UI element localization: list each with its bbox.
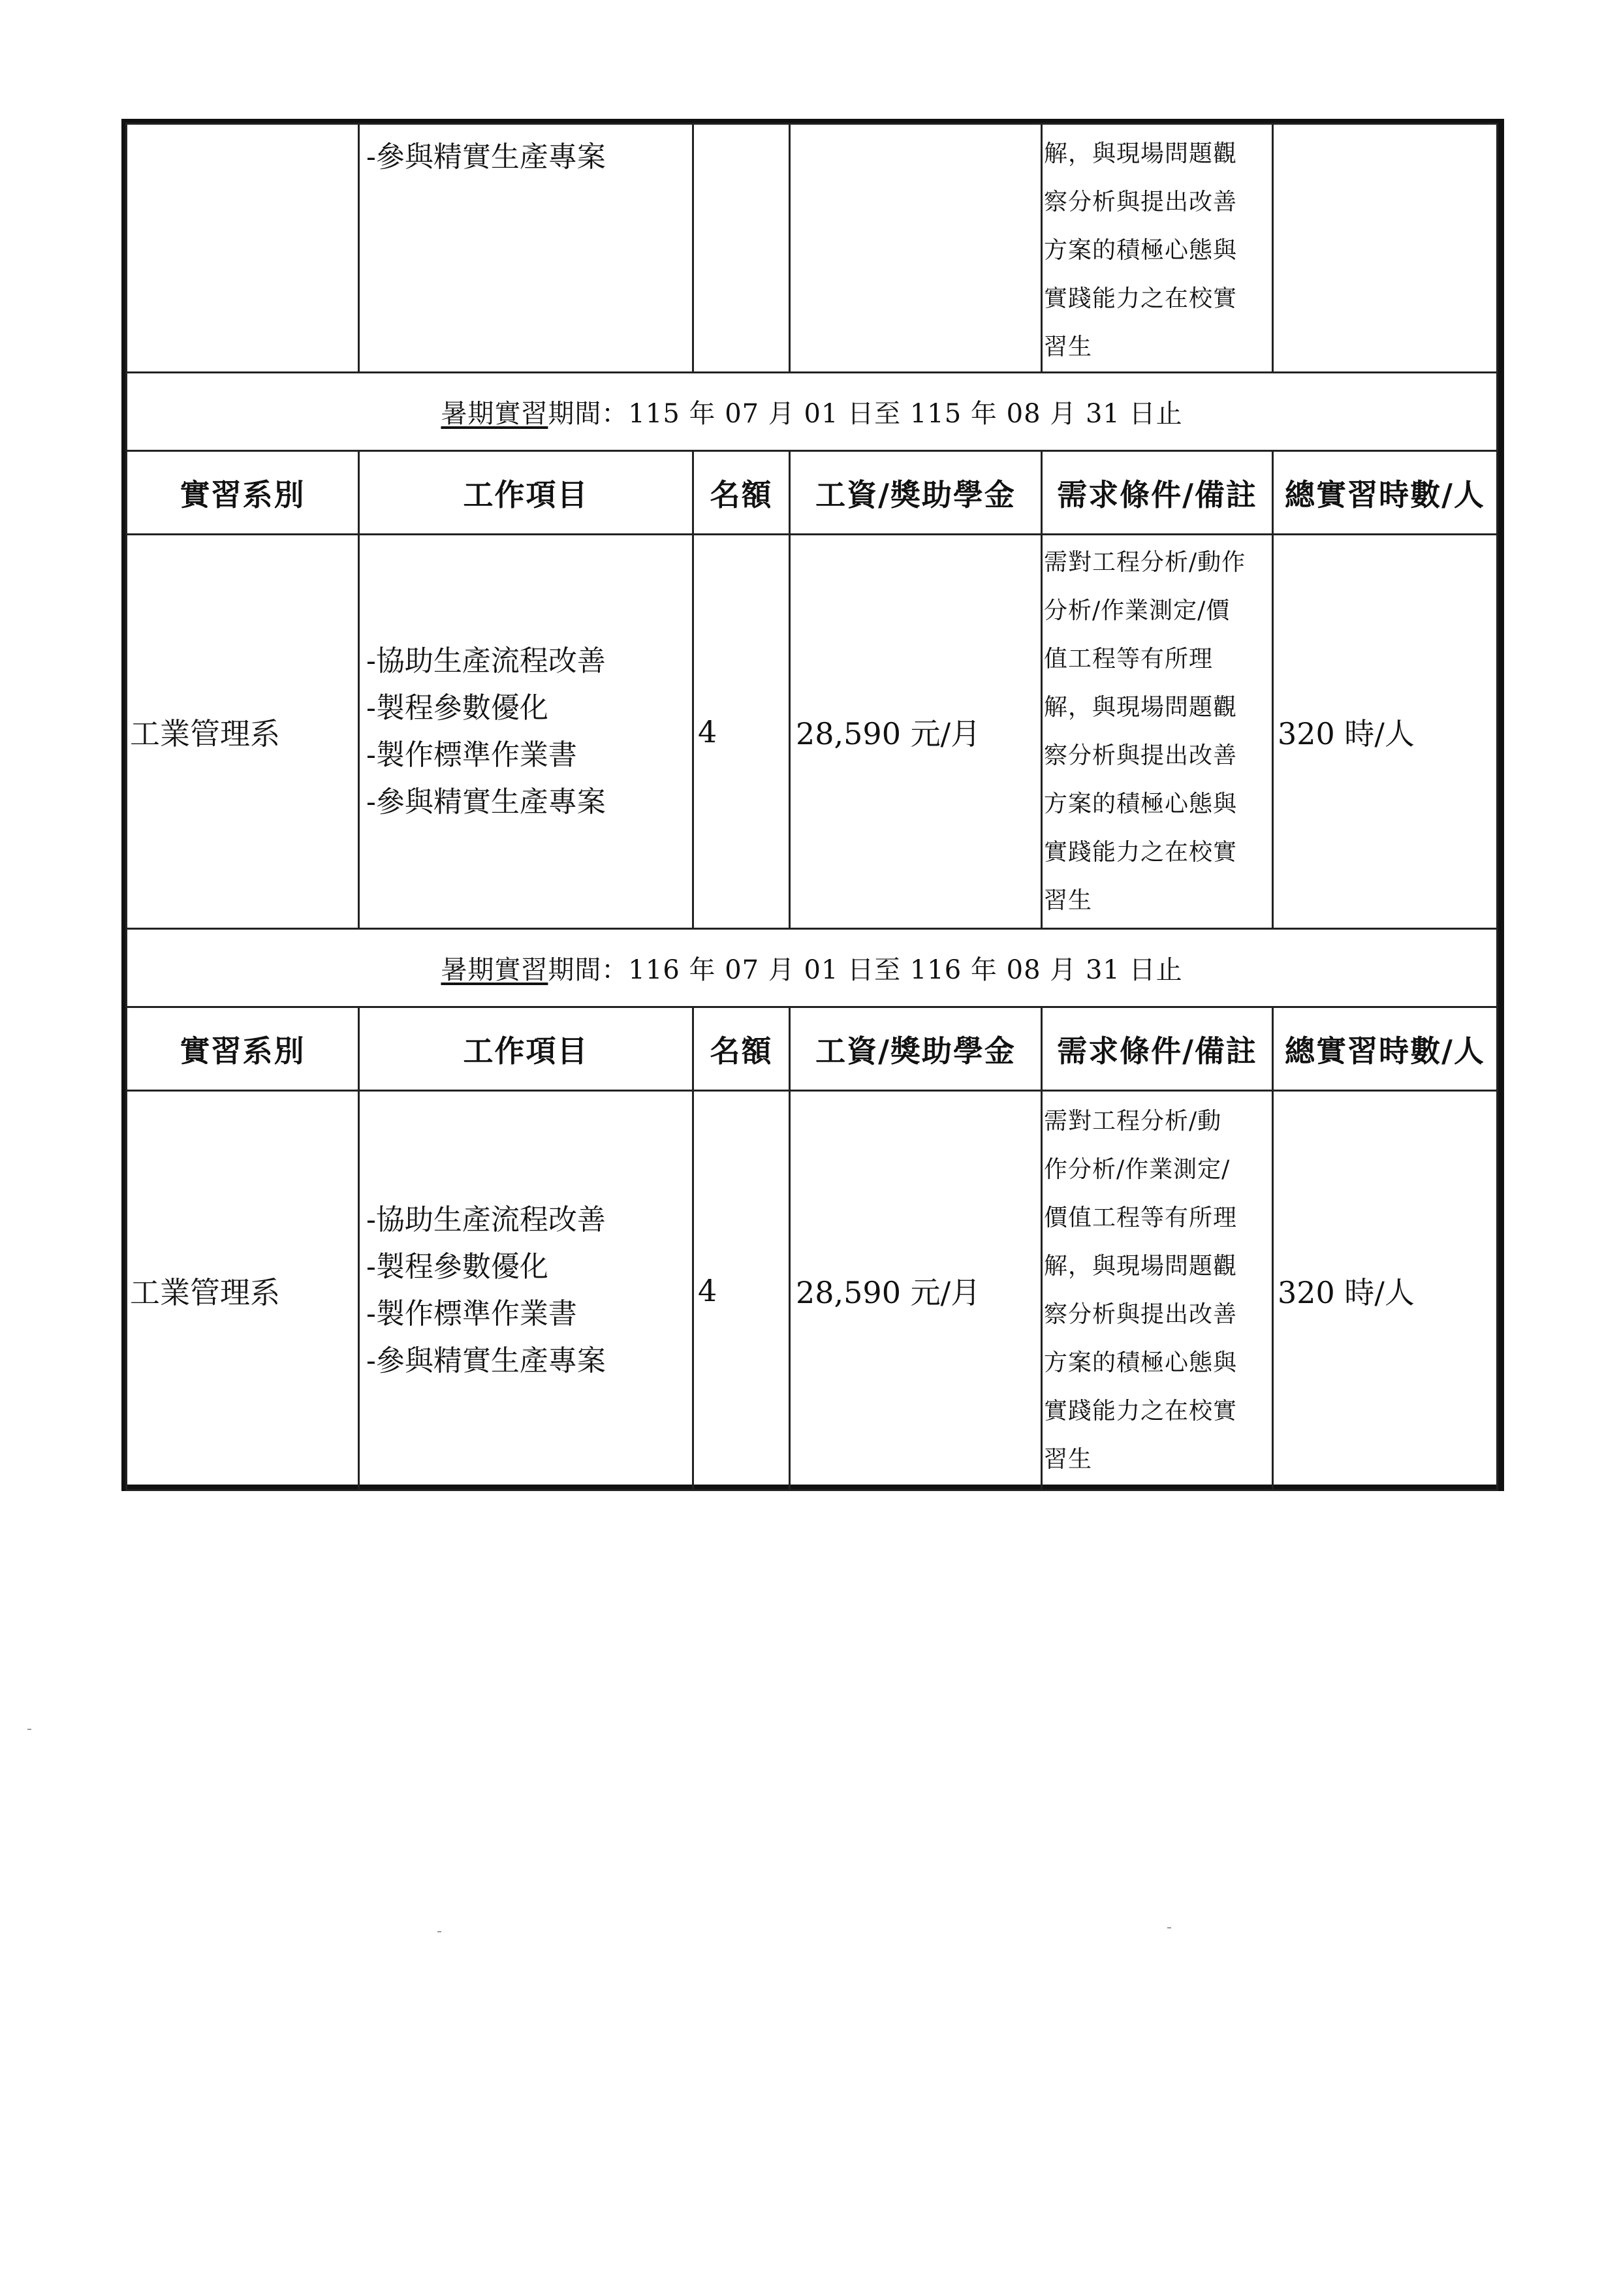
continuation-row bbox=[127, 124, 1498, 373]
task-item: -協助生產流程改善 bbox=[366, 1203, 606, 1236]
header-requirements: 需求條件/備註 bbox=[1042, 451, 1273, 535]
period-label: 暑期實習 bbox=[441, 399, 548, 429]
period-heading bbox=[127, 929, 1498, 1007]
cell-tasks bbox=[359, 124, 693, 373]
requirement-line: 方案的積極心態與 bbox=[1044, 790, 1238, 817]
header-hours: 總實習時數/人 bbox=[1273, 451, 1498, 535]
header-tasks: 工作項目 bbox=[359, 451, 693, 535]
requirement-line: 察分析與提出改善 bbox=[1044, 189, 1238, 215]
header-row bbox=[127, 451, 1498, 535]
requirement-line: 解，與現場問題觀 bbox=[1044, 1252, 1238, 1280]
cell-quota: 4 bbox=[693, 535, 790, 929]
requirement-line: 解，與現場問題觀 bbox=[1044, 140, 1238, 167]
header-wage: 工資/獎助學金 bbox=[790, 451, 1042, 535]
header-requirements: 需求條件/備註 bbox=[1042, 1007, 1273, 1091]
requirement-line: 方案的積極心態與 bbox=[1044, 1349, 1238, 1376]
requirement-line: 價值工程等有所理 bbox=[1044, 1204, 1238, 1231]
task-item: -參與精實生產專案 bbox=[366, 785, 606, 819]
header-tasks: 工作項目 bbox=[359, 1007, 693, 1091]
cell-hours: 320 時/人 bbox=[1273, 535, 1498, 929]
table-row bbox=[127, 1091, 1498, 1490]
requirement-line: 實踐能力之在校實 bbox=[1044, 838, 1238, 866]
scan-speck bbox=[1167, 1927, 1171, 1928]
task-item: -參與精實生產專案 bbox=[366, 1344, 606, 1377]
requirement-line: 作分析/作業測定/ bbox=[1044, 1156, 1231, 1183]
cell-wage: 28,590 元/月 bbox=[790, 1091, 1042, 1490]
header-wage: 工資/獎助學金 bbox=[790, 1007, 1042, 1091]
requirement-line: 解，與現場問題觀 bbox=[1044, 693, 1238, 721]
requirement-line: 需對工程分析/動作 bbox=[1044, 548, 1246, 576]
cell-quota: 4 bbox=[693, 1091, 790, 1490]
requirement-line: 習生 bbox=[1044, 887, 1093, 914]
header-department: 實習系別 bbox=[127, 451, 359, 535]
cell-hours: 320 時/人 bbox=[1273, 1091, 1498, 1490]
cell-department: 工業管理系 bbox=[127, 1091, 359, 1490]
period-row bbox=[127, 929, 1498, 1007]
period-label: 暑期實習 bbox=[441, 955, 548, 985]
cell-department bbox=[127, 124, 359, 373]
cell-tasks bbox=[359, 1091, 693, 1490]
period-row bbox=[127, 373, 1498, 451]
task-item: -製作標準作業書 bbox=[366, 1297, 577, 1330]
requirement-line: 需對工程分析/動 bbox=[1044, 1107, 1222, 1135]
table-row bbox=[127, 535, 1498, 929]
scan-speck bbox=[437, 1931, 441, 1932]
cell-wage: 28,590 元/月 bbox=[790, 535, 1042, 929]
task-item: -協助生產流程改善 bbox=[366, 644, 606, 678]
internship-table-frame bbox=[121, 119, 1504, 1491]
header-row bbox=[127, 1007, 1498, 1091]
scan-speck bbox=[27, 1729, 31, 1730]
internship-table bbox=[125, 123, 1498, 1491]
cell-requirements bbox=[1042, 1091, 1273, 1490]
task-item: -製作標準作業書 bbox=[366, 738, 577, 772]
task-item: -製程參數優化 bbox=[366, 1250, 548, 1283]
requirement-line: 分析/作業測定/價 bbox=[1044, 597, 1231, 624]
period-text: 期間：116 年 07 月 01 日至 116 年 08 月 31 日止 bbox=[548, 955, 1183, 985]
requirement-line: 察分析與提出改善 bbox=[1044, 1300, 1238, 1328]
requirement-line: 值工程等有所理 bbox=[1044, 645, 1214, 672]
requirement-line: 習生 bbox=[1044, 334, 1093, 360]
requirement-line: 察分析與提出改善 bbox=[1044, 742, 1238, 769]
period-text: 期間：115 年 07 月 01 日至 115 年 08 月 31 日止 bbox=[548, 399, 1183, 429]
cell-hours bbox=[1273, 124, 1498, 373]
header-department: 實習系別 bbox=[127, 1007, 359, 1091]
cell-department: 工業管理系 bbox=[127, 535, 359, 929]
task-item: -製程參數優化 bbox=[366, 691, 548, 725]
header-hours: 總實習時數/人 bbox=[1273, 1007, 1498, 1091]
cell-quota bbox=[693, 124, 790, 373]
task-item: -參與精實生產專案 bbox=[366, 140, 606, 174]
cell-wage bbox=[790, 124, 1042, 373]
requirement-line: 實踐能力之在校實 bbox=[1044, 1397, 1238, 1424]
requirement-line: 方案的積極心態與 bbox=[1044, 237, 1238, 264]
requirement-line: 習生 bbox=[1044, 1445, 1093, 1473]
requirement-line: 實踐能力之在校實 bbox=[1044, 285, 1238, 312]
cell-tasks bbox=[359, 535, 693, 929]
header-quota: 名額 bbox=[693, 1007, 790, 1091]
header-quota: 名額 bbox=[693, 451, 790, 535]
period-heading bbox=[127, 373, 1498, 451]
cell-requirements bbox=[1042, 124, 1273, 373]
cell-requirements bbox=[1042, 535, 1273, 929]
